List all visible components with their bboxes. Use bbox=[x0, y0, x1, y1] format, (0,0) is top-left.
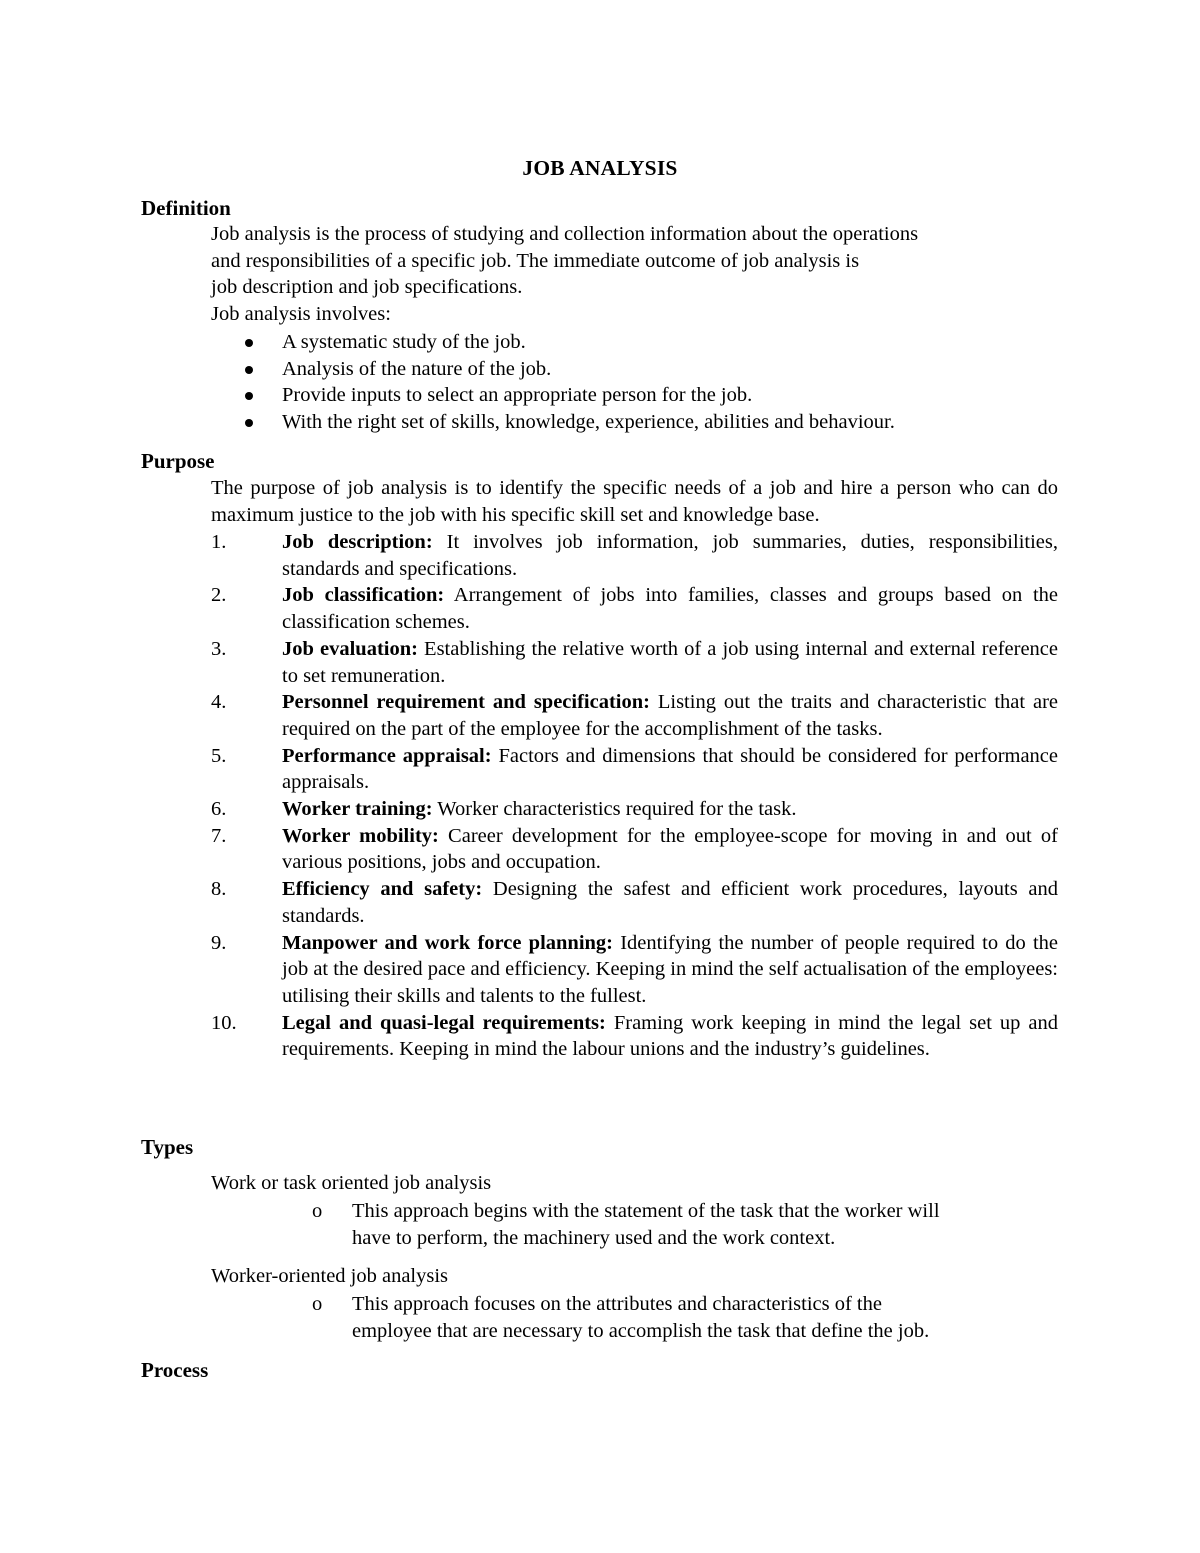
bullet-icon bbox=[245, 419, 253, 427]
definition-heading: Definition bbox=[141, 196, 231, 220]
definition-line: and responsibilities of a specific job. The immediate outcome of job analysis is bbox=[211, 249, 860, 272]
bullet-icon bbox=[245, 366, 253, 374]
list-item: 5. Performance appraisal: Factors and dimensions that should be considered for performance appraisals. bbox=[211, 744, 1059, 794]
list-item: 2. Job classification: Arrangement of jobs into families, classes and groups based on the classification schemes. bbox=[211, 584, 1059, 634]
list-item: 8. Efficiency and safety: Designing the safest and efficient work procedures, layouts and standards. bbox=[211, 878, 1058, 927]
bullet-icon bbox=[245, 392, 253, 400]
definition-line: job description and job specifications. bbox=[211, 276, 523, 299]
definition-paragraph bbox=[211, 221, 1058, 328]
type-label: Work or task oriented job analysis bbox=[211, 1172, 492, 1194]
list-item: 3. Job evaluation: Establishing the relative worth of a job using internal and external reference to set remuneration. bbox=[211, 637, 1058, 687]
type-label: Worker-oriented job analysis bbox=[211, 1265, 449, 1287]
purpose-heading: Purpose bbox=[141, 449, 215, 473]
list-item: 7. Worker mobility: Career development for the employee-scope for moving in and out of various positions, jobs and occupation. bbox=[211, 824, 1058, 874]
document-page: JOB ANALYSIS Definition Job analysis is the process of studying and collection information about the operations and responsibilities of a specific job. The immediate outcome of job analysis is job description and job specifications. Job analysis involves: A systematic study of the job. Analysis of the nature of the job. Provide inputs to select an appropriate person for the job. With the right set of skills, knowledge, experience, abilities and behaviour. Purpose The purpose of job analysis is to identify the specific needs of a job and hire a person who can do maximum justice to the job with his specific skill set and knowledge base. 1. Job description: It involves job information, job summaries, duties, responsibilities, standards and specifications. 2. Job classification: Arrangement of jobs into families, classes and groups based on the classification schemes. 3. Job evaluation: Establishing the relative worth of a job using internal and external reference to set remuneration. 4. Personnel requirement and specification: Listing out the traits and characteristic that are required on the part of the employee for the accomplishment of the tasks. 5. Performance appraisal: Factors and dimensions that should be considered for performance appraisals. 6. Worker training: Worker characteristics required for the task. 7. Worker mobility: Career development for the employee-scope for moving in and out of various positions, jobs and occupation. 8. Efficiency and safety: Designing the safest and efficient work procedures, layouts and standards. 9. Manpower and work force planning: Identifying the number of people required to do the job at the desired pace and efficiency. Keeping in mind the self actualisation of the employees: utilising their skills and talents to the fullest. 10. Legal and quasi-legal requirements: Framing work keeping in mind the legal set up and requirements. Keeping in mind the labour unions and the industry’s guidelines. Types Work or task oriented job analysis o This approach begins with the statement of the task that the worker will have to perform, the machinery used and the work context. Worker-oriented job analysis o This approach focuses on the attributes and characteristics of the employee that are necessary to accomplish the task that define the job. Process bbox=[0, 0, 1200, 1553]
types-heading: Types bbox=[141, 1135, 194, 1159]
definition-bullet-list bbox=[211, 329, 1058, 436]
bullet-icon bbox=[245, 339, 253, 347]
list-item: 10. Legal and quasi-legal requirements: Framing work keeping in mind the legal set up and requirements. Keeping in mind the labour unions and the industry’s guidelines. bbox=[211, 1011, 1058, 1061]
list-item: 6. Worker training: Worker characteristics required for the task. bbox=[211, 798, 797, 821]
purpose-numbered-list bbox=[211, 529, 1058, 1063]
list-item: With the right set of skills, knowledge, experience, abilities and behaviour. bbox=[211, 409, 1058, 436]
list-item: 4. Personnel requirement and specification: Listing out the traits and characteristic that are required on the part of the employee for the accomplishment of the tasks. bbox=[211, 691, 1059, 740]
list-item: 9. Manpower and work force planning: Identifying the number of people required to do the job at the desired pace and efficiency. Keeping in mind the self actualisation of the employees: utilising their skills and talents to the fullest. bbox=[211, 931, 1059, 1007]
process-heading: Process bbox=[141, 1358, 209, 1382]
circle-bullet-icon: o bbox=[312, 1293, 323, 1315]
list-item: A systematic study of the job. bbox=[211, 329, 1058, 356]
circle-bullet-icon: o bbox=[312, 1200, 323, 1222]
list-item: Analysis of the nature of the job. bbox=[211, 356, 1058, 383]
definition-line: Job analysis involves: bbox=[211, 303, 391, 326]
list-item: Provide inputs to select an appropriate person for the job. bbox=[211, 382, 1058, 409]
purpose-paragraph: The purpose of job analysis is to identify the specific needs of a job and hire a person who can do maximum justice to the job with his specific skill set and knowledge base. bbox=[211, 477, 1058, 526]
definition-line: Job analysis is the process of studying and collection information about the operations bbox=[211, 223, 919, 245]
document-title: JOB ANALYSIS bbox=[522, 156, 678, 180]
list-item: 1. Job description: It involves job information, job summaries, duties, responsibilities, standards and specifications. bbox=[211, 531, 1058, 580]
